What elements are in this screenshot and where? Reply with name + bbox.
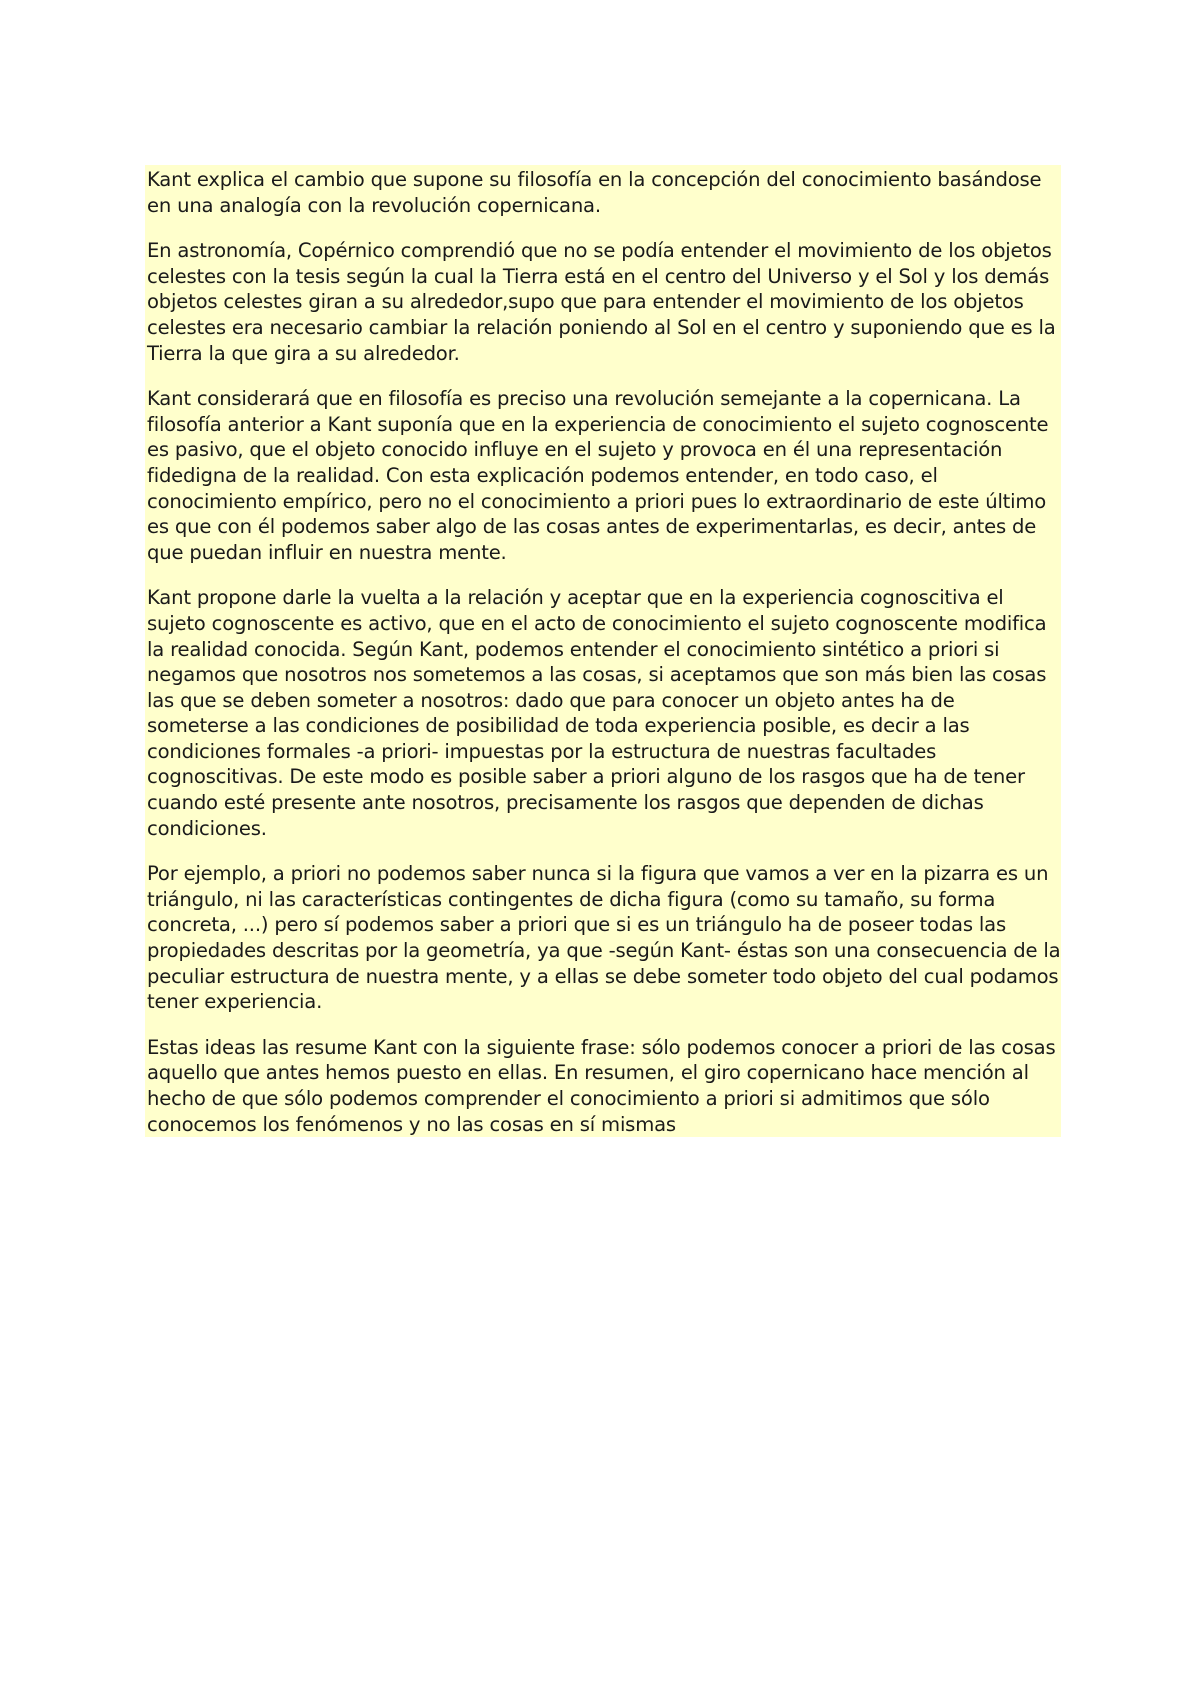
paragraph-kant-proposal: Kant propone darle la vuelta a la relación y aceptar que en la experiencia cognoscitiva el sujeto cognoscente es activo, que en el acto de conocimiento el sujeto cognoscente modifica la realidad conocida. Según Kant, podemos entender el conocimiento sintético a priori si negamos que nosotros nos sometemos a las cosas, si aceptamos que son más bien las cosas las que se deben someter a nosotros: dado que para conocer un objeto antes ha de someterse a las condiciones de posibilidad de toda experiencia posible, es decir a las condiciones formales -a priori- impuestas por la estructura de nuestras facultades cognoscitivas. De este modo es posible saber a priori alguno de los rasgos que ha de tener cuando esté presente ante nosotros, precisamente los rasgos que dependen de dichas condiciones. — [147, 586, 1047, 840]
paragraph-summary: Estas ideas las resume Kant con la siguiente frase: sólo podemos conocer a priori de las cosas aquello que antes hemos puesto en ellas. En resumen, el giro copernicano hace mención al hecho de que sólo podemos comprender el conocimiento a priori si admitimos que sólo conocemos los fenómenos y no las cosas en sí mismas — [147, 1035, 1056, 1136]
highlighted-text-block — [145, 165, 1061, 1137]
paragraph-copernicus: En astronomía, Copérnico comprendió que no se podía entender el movimiento de los objetos celestes con la tesis según la cual la Tierra está en el centro del Universo y el Sol y los demás objetos celestes giran a su alrededor,supo que para entender el movimiento de los objetos celestes era necesario cambiar la relación poniendo al Sol en el centro y suponiendo que es la Tierra la que gira a su alrededor. — [147, 239, 1056, 365]
paragraph-intro: Kant explica el cambio que supone su filosofía en la concepción del conocimiento basándose en una analogía con la revolución copernicana. — [147, 168, 1042, 217]
paragraph-example: Por ejemplo, a priori no podemos saber nunca si la figura que vamos a ver en la pizarra es un triángulo, ni las características contingentes de dicha figura (como su tamaño, su forma concreta, ...) pero sí podemos saber a priori que si es un triángulo ha de poseer todas las propiedades descritas por la geometría, ya que -según Kant- éstas son una consecuencia de la peculiar estructura de nuestra mente, y a ellas se debe someter todo objeto del cual podamos tener experiencia. — [147, 862, 1061, 1014]
paragraph-kant-revolution: Kant considerará que en filosofía es preciso una revolución semejante a la copernicana. La filosofía anterior a Kant suponía que en la experiencia de conocimiento el sujeto cognoscente es pasivo, que el objeto conocido influye en el sujeto y provoca en él una representación fidedigna de la realidad. Con esta explicación podemos entender, en todo caso, el conocimiento empírico, pero no el conocimiento a priori pues lo extraordinario de este último es que con él podemos saber algo de las cosas antes de experimentarlas, es decir, antes de que puedan influir en nuestra mente. — [147, 387, 1049, 564]
